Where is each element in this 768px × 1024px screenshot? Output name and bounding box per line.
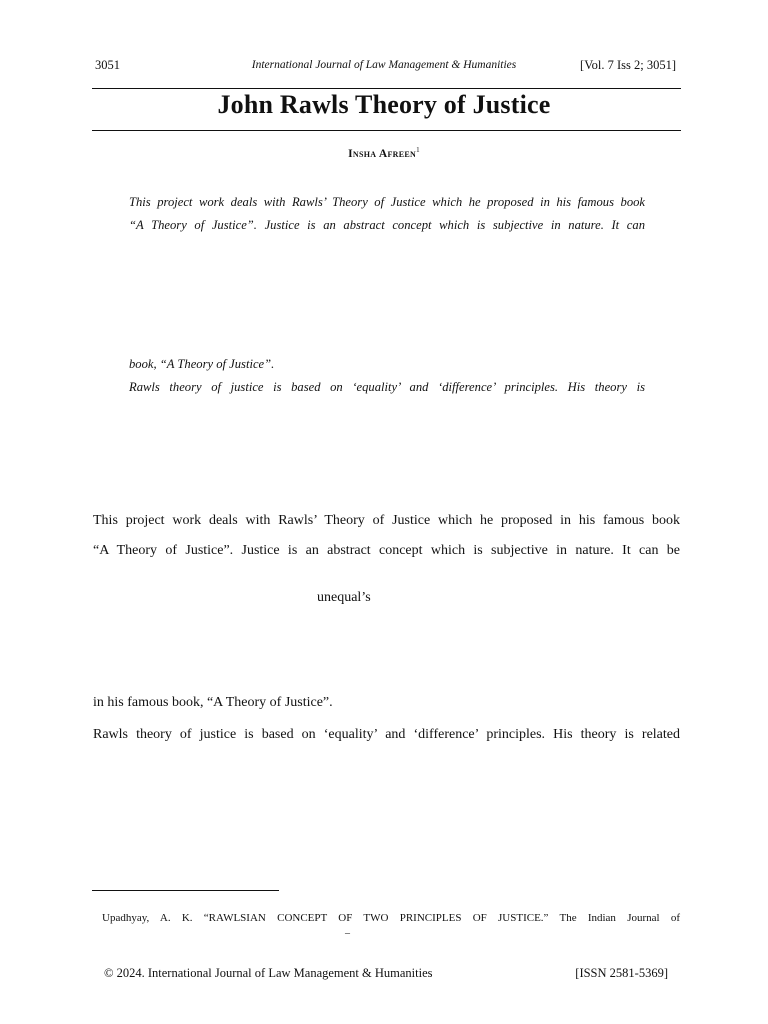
- title-top-rule: [92, 88, 681, 89]
- author-name: [0, 146, 768, 160]
- footer-issn: [ISSN 2581-5369]: [575, 966, 668, 980]
- abstract-line-3: book, “A Theory of Justice”.: [129, 357, 275, 371]
- abstract-line-1: This project work deals with Rawls’ Theory of Justice which he proposed in his famous book: [129, 195, 645, 209]
- footer-copyright: © 2024. International Journal of Law Management & Humanities: [104, 966, 433, 980]
- footnote-continuation: –: [345, 928, 350, 939]
- title-bottom-rule: [92, 130, 681, 131]
- volume-issue-header: [Vol. 7 Iss 2; 3051]: [580, 58, 676, 72]
- body-line-2: “A Theory of Justice”. Justice is an abstract concept which is subjective in nature. It can be: [93, 543, 680, 558]
- paper-title: John Rawls Theory of Justice: [217, 90, 551, 119]
- body-line-1: This project work deals with Rawls’ Theory of Justice which he proposed in his famous book: [93, 513, 680, 528]
- footnote-separator: [92, 890, 279, 891]
- journal-name-header: International Journal of Law Management & Humanities: [251, 59, 517, 71]
- footnote-text: Upadhyay, A. K. “RAWLSIAN CONCEPT OF TWO PRINCIPLES OF JUSTICE.” The Indian Journal of: [102, 912, 680, 924]
- author-name-text: Insha Afreen: [348, 148, 417, 160]
- abstract-line-4: Rawls theory of justice is based on ‘equality’ and ‘difference’ principles. His theory is: [129, 380, 645, 394]
- abstract-line-2: “A Theory of Justice”. Justice is an abstract concept which is subjective in nature. It can: [129, 218, 645, 232]
- body-line-5: Rawls theory of justice is based on ‘equality’ and ‘difference’ principles. His theory is related: [93, 727, 680, 742]
- author-footnote-mark: 1: [416, 146, 420, 154]
- page-number: 3051: [95, 58, 120, 72]
- body-line-4: in his famous book, “A Theory of Justice”.: [93, 695, 333, 710]
- body-line-3: unequal’s: [317, 590, 371, 605]
